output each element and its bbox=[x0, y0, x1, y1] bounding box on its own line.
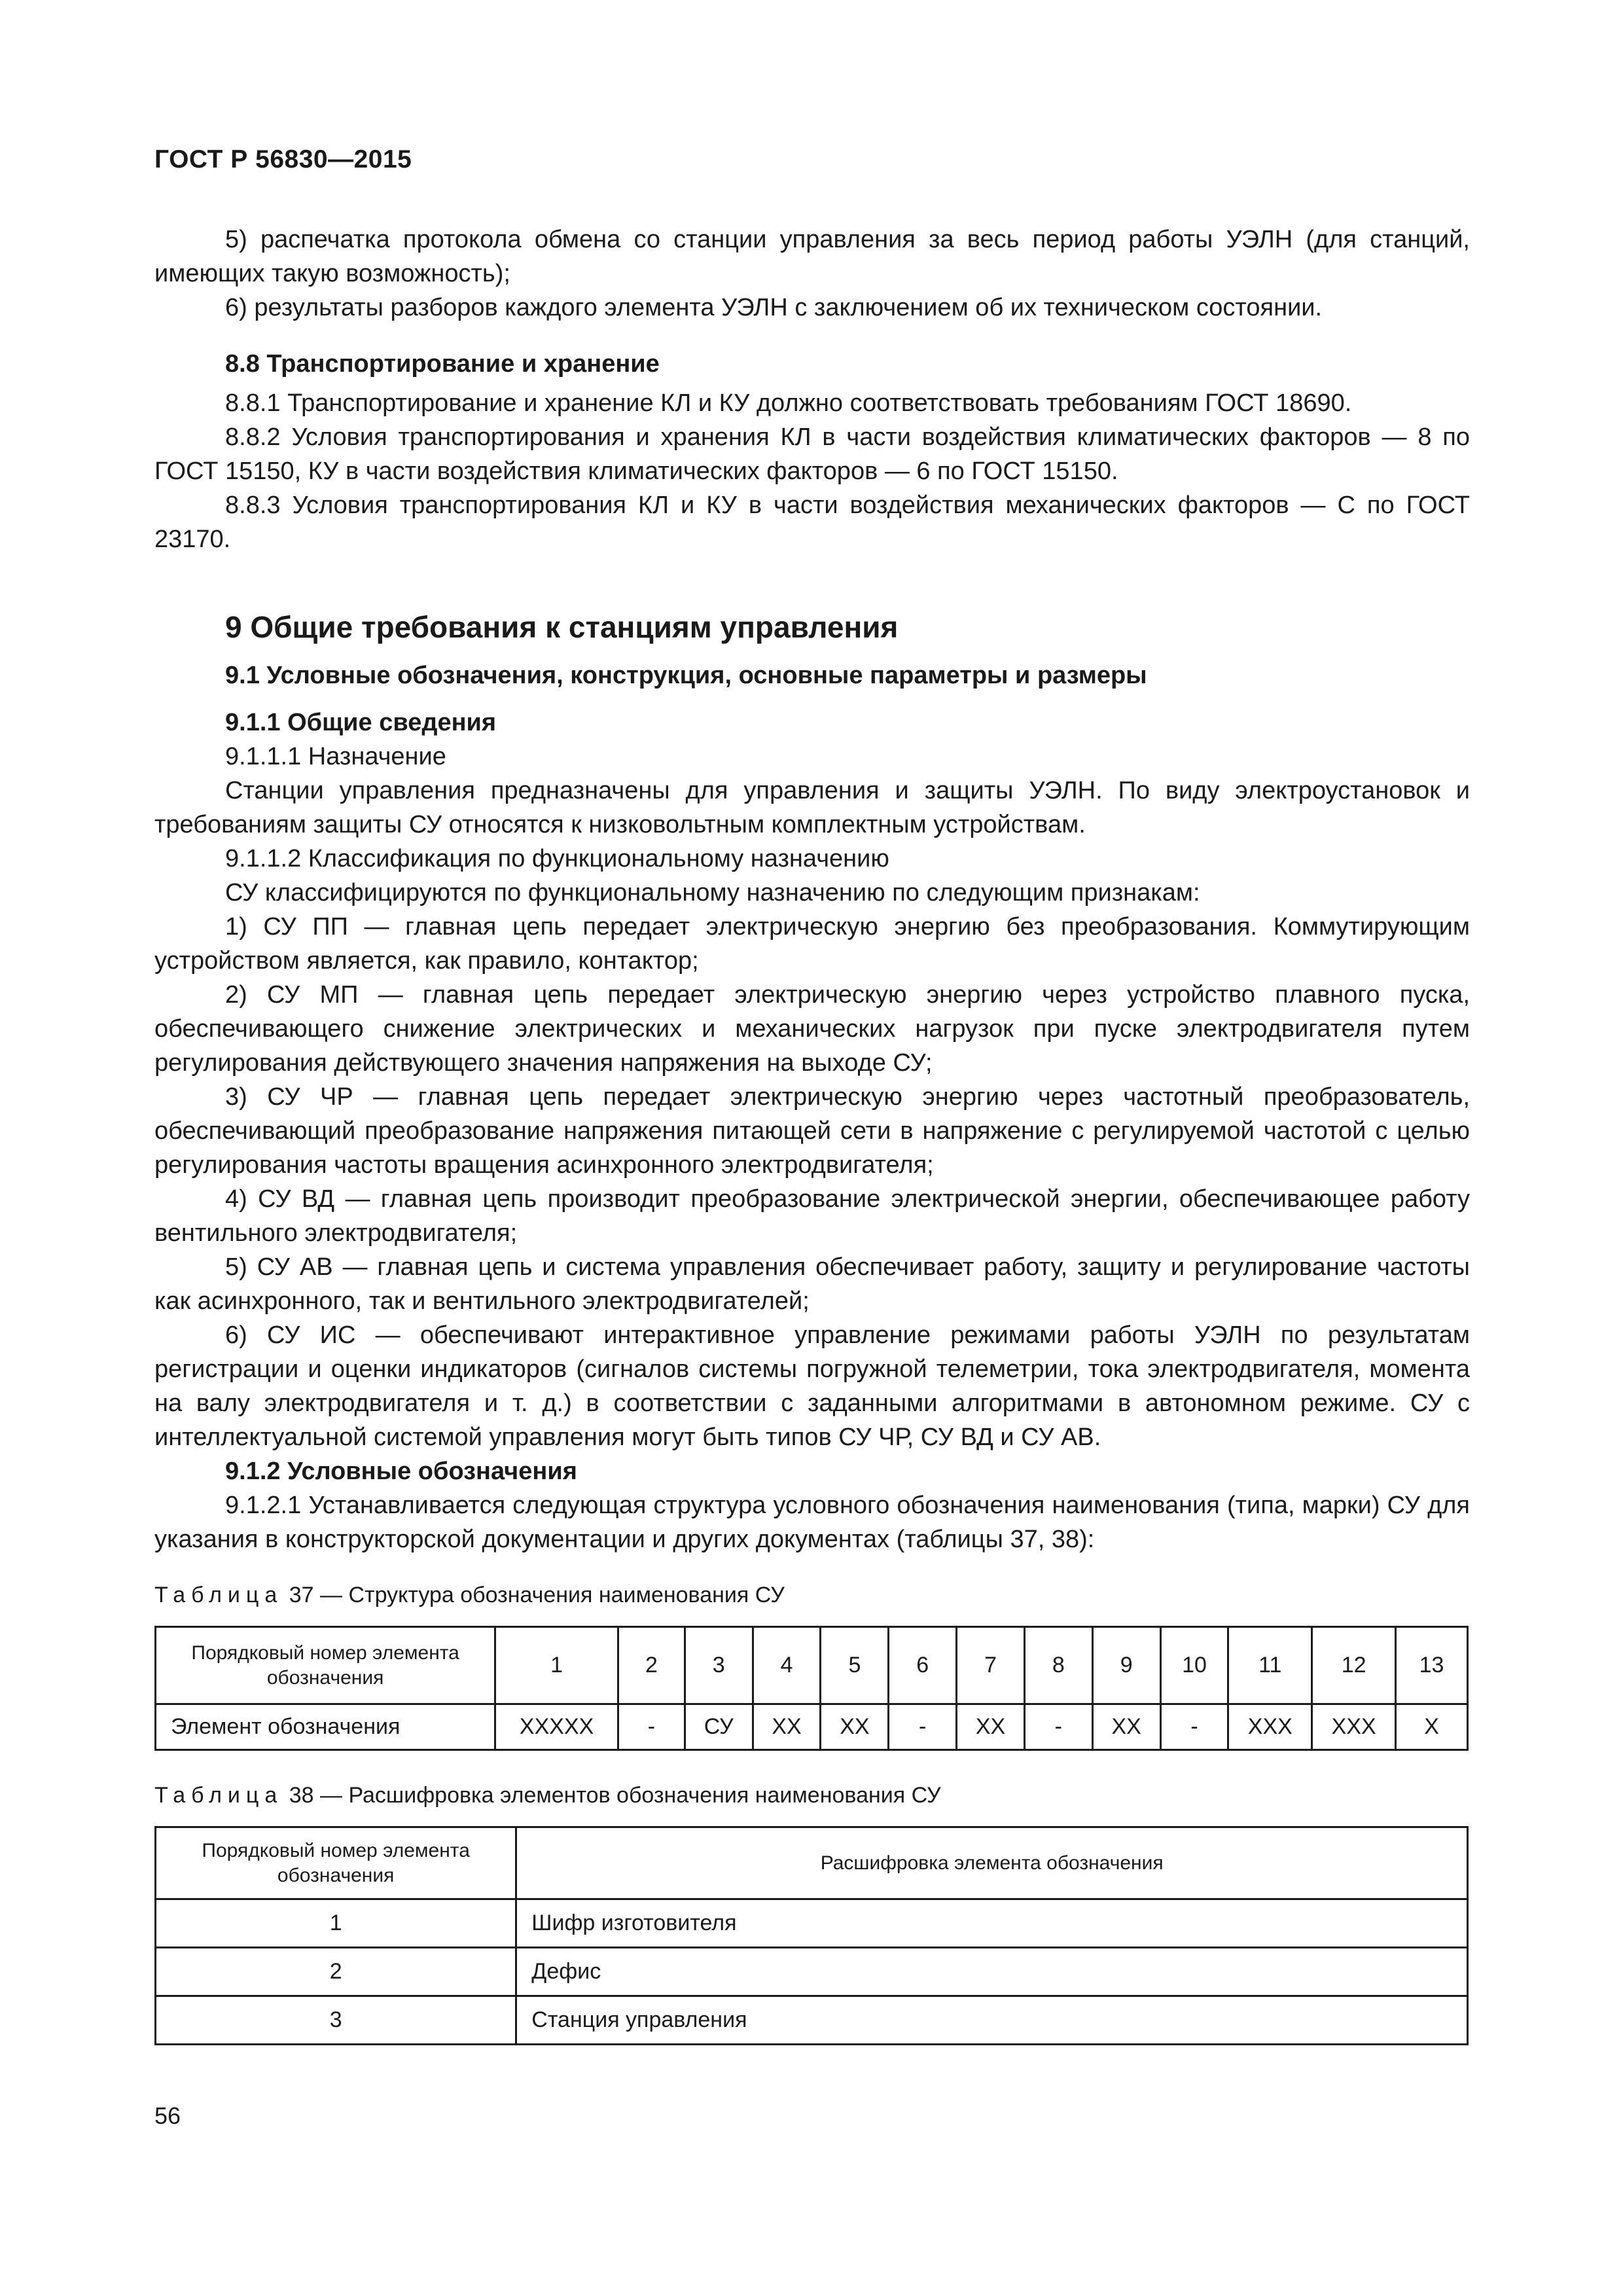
table-row bbox=[156, 1996, 1468, 2045]
paragraph: 9.1.1.2 Классификация по функциональному назначению bbox=[225, 845, 889, 872]
table-cell: - bbox=[1160, 1704, 1228, 1750]
table-cell: XXX bbox=[1312, 1704, 1396, 1750]
list-item: 6) СУ ИС — обеспечивают интерактивное управление режимами работы УЭЛН по результатам регистрации и оценки индикаторов (сигналов системы погружной телеметрии, тока электродвигателя, момента на валу электродвигателя и т. д.) в соответствии с заданными алгоритмами в автономном режиме. СУ с интеллектуальной системой управления могут быть типов СУ ЧР, СУ ВД и СУ АВ. bbox=[154, 1321, 1470, 1451]
paragraph: 8.8.3 Условия транспортирования КЛ и КУ в части воздействия механических факторов — С по ГОСТ 23170. bbox=[154, 492, 1470, 553]
list-item: 1) СУ ПП — главная цепь передает электрическую энергию без преобразования. Коммутирующим устройством является, как правило, контактор; bbox=[154, 913, 1470, 975]
list-item: 2) СУ МП — главная цепь передает электрическую энергию через устройство плавного пуска, обеспечивающего снижение электрических и механических нагрузок при пуске электродвигателя путем регулирования действующего значения напряжения на выходе СУ; bbox=[154, 981, 1470, 1077]
table-cell: 2 bbox=[156, 1948, 516, 1996]
table-cell: 12 bbox=[1312, 1627, 1396, 1704]
table-cell: 11 bbox=[1228, 1627, 1312, 1704]
table-cell: X bbox=[1396, 1704, 1468, 1750]
table-cell: Станция управления bbox=[516, 1996, 1468, 2045]
table-cell: 13 bbox=[1396, 1627, 1468, 1704]
caption-text: 37 — Структура обозначения наименования СУ bbox=[289, 1583, 785, 1607]
table-cell: - bbox=[889, 1704, 957, 1750]
paragraph: Станции управления предназначены для управления и защиты УЭЛН. По виду электроустановок и требованиям защиты СУ относятся к низковольтным комплектным устройствам. bbox=[154, 777, 1470, 838]
paragraph: СУ классифицируются по функциональному назначению по следующим признакам: bbox=[225, 879, 1200, 906]
list-item: 6) результаты разборов каждого элемента УЭЛН с заключением об их техническом состоянии. bbox=[225, 294, 1323, 321]
caption-word: Таблица bbox=[154, 1583, 283, 1607]
section-9 bbox=[154, 607, 1470, 1556]
table-cell: 9 bbox=[1092, 1627, 1160, 1704]
column-header: Порядковый номер элемента обозначения bbox=[156, 1827, 516, 1899]
table-cell: XX bbox=[753, 1704, 821, 1750]
row-header: Порядковый номер элемента обозначения bbox=[156, 1627, 495, 1704]
page-number: 56 bbox=[154, 2102, 181, 2129]
intro-block bbox=[154, 223, 1470, 325]
table-cell: 7 bbox=[957, 1627, 1025, 1704]
table-cell: 3 bbox=[156, 1996, 516, 2045]
table-row bbox=[156, 1704, 1468, 1750]
table-cell: 4 bbox=[753, 1627, 821, 1704]
table-cell: - bbox=[618, 1704, 685, 1750]
chapter-title: 9 Общие требования к станциям управления bbox=[225, 610, 899, 644]
table-cell: 1 bbox=[156, 1899, 516, 1948]
caption-word: Таблица bbox=[154, 1783, 283, 1808]
table-cell: 2 bbox=[618, 1627, 685, 1704]
section-title: 9.1 Условные обозначения, конструкция, основные параметры и размеры bbox=[225, 662, 1147, 689]
table-cell: 10 bbox=[1160, 1627, 1228, 1704]
table-cell: СУ bbox=[685, 1704, 753, 1750]
caption-text: 38 — Расшифровка элементов обозначения наименования СУ bbox=[289, 1783, 941, 1808]
list-item: 3) СУ ЧР — главная цепь передает электрическую энергию через частотный преобразователь, обеспечивающий преобразование напряжения питающей сети в напряжение с регулируемой частотой с целью регулирования частоты вращения асинхронного электродвигателя; bbox=[154, 1083, 1470, 1179]
table-38-caption bbox=[154, 1783, 941, 1808]
table-cell: 8 bbox=[1024, 1627, 1092, 1704]
row-header: Элемент обозначения bbox=[156, 1704, 495, 1750]
table-cell: XXXXX bbox=[495, 1704, 618, 1750]
column-header: Расшифровка элемента обозначения bbox=[516, 1827, 1468, 1899]
section-8-8 bbox=[154, 347, 1470, 556]
paragraph: 9.1.1.1 Назначение bbox=[225, 743, 446, 770]
table-row bbox=[156, 1627, 1468, 1704]
table-cell: Дефис bbox=[516, 1948, 1468, 1996]
table-cell: Шифр изготовителя bbox=[516, 1899, 1468, 1948]
list-item: 5) СУ АВ — главная цепь и система управления обеспечивает работу, защиту и регулирование частоты как асинхронного, так и вентильного электродвигателей; bbox=[154, 1253, 1470, 1315]
document-page bbox=[154, 0, 1470, 2296]
subsection-title: 9.1.2 Условные обозначения bbox=[225, 1458, 577, 1485]
list-item: 5) распечатка протокола обмена со станции управления за весь период работы УЭЛН (для станций, имеющих такую возможность); bbox=[154, 226, 1470, 287]
table-cell: XX bbox=[1092, 1704, 1160, 1750]
table-row bbox=[156, 1948, 1468, 1996]
table-37-caption bbox=[154, 1583, 785, 1608]
document-header: ГОСТ Р 56830—2015 bbox=[154, 145, 412, 173]
table-cell: XXX bbox=[1228, 1704, 1312, 1750]
paragraph: 8.8.2 Условия транспортирования и хранения КЛ в части воздействия климатических факторов — 8 по ГОСТ 15150, КУ в части воздействия климатических факторов — 6 по ГОСТ 15150. bbox=[154, 423, 1470, 485]
list-item: 4) СУ ВД — главная цепь производит преобразование электрической энергии, обеспечивающее работу вентильного электродвигателя; bbox=[154, 1185, 1470, 1247]
table-cell: 3 bbox=[685, 1627, 753, 1704]
table-cell: 1 bbox=[495, 1627, 618, 1704]
table-cell: XX bbox=[821, 1704, 889, 1750]
table-37 bbox=[154, 1626, 1469, 1751]
table-cell: 6 bbox=[889, 1627, 957, 1704]
subsection-title: 9.1.1 Общие сведения bbox=[225, 709, 497, 736]
paragraph: 9.1.2.1 Устанавливается следующая структура условного обозначения наименования (типа, марки) СУ для указания в конструкторской документации и других документах (таблицы 37, 38): bbox=[154, 1492, 1470, 1553]
paragraph: 8.8.1 Транспортирование и хранение КЛ и КУ должно соответствовать требованиям ГОСТ 18690. bbox=[225, 389, 1352, 417]
table-header-row bbox=[156, 1827, 1468, 1899]
table-cell: 5 bbox=[821, 1627, 889, 1704]
table-cell: XX bbox=[957, 1704, 1025, 1750]
table-row bbox=[156, 1899, 1468, 1948]
table-38 bbox=[154, 1826, 1469, 2045]
table-cell: - bbox=[1024, 1704, 1092, 1750]
section-title: 8.8 Транспортирование и хранение bbox=[225, 350, 660, 378]
